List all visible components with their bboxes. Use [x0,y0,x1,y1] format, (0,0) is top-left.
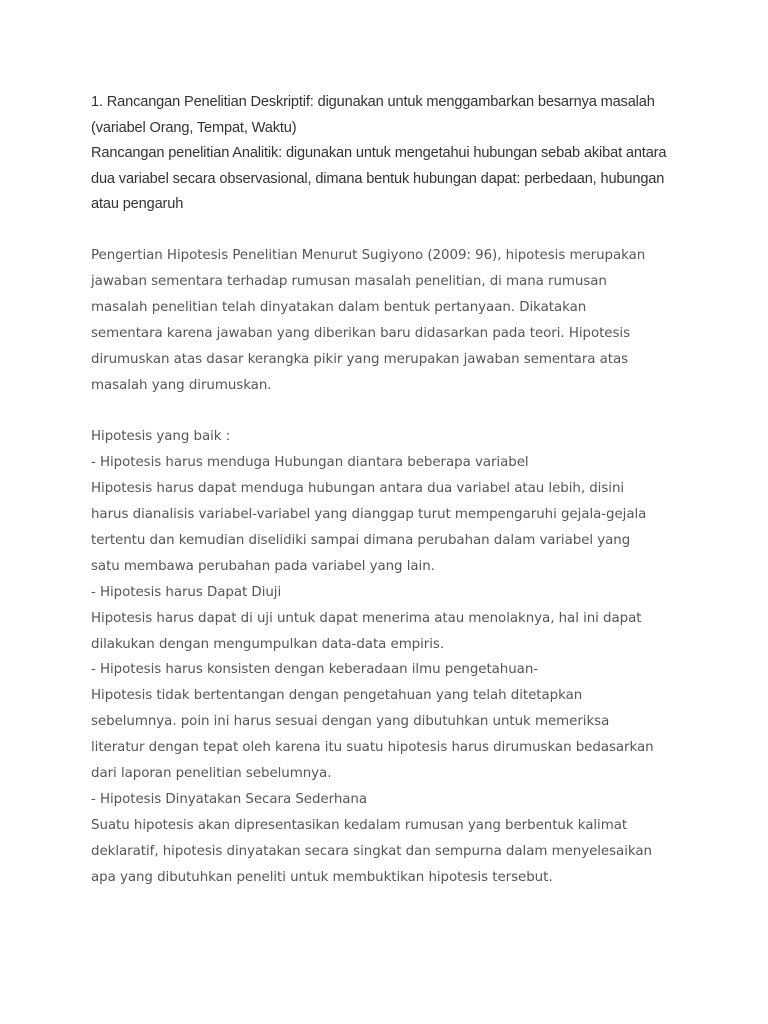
good-hypothesis-section [91,424,691,890]
text-line: jawaban sementara terhadap rumusan masalah penelitian, di mana rumusan [91,273,607,289]
text-line: (variabel Orang, Tempat, Waktu) [91,119,297,136]
text-line: deklaratif, hipotesis dinyatakan secara singkat dan sempurna dalam menyelesaikan [91,843,652,859]
text-line: dari laporan penelitian sebelumnya. [91,766,332,782]
text-line: masalah yang dirumuskan. [91,377,272,393]
bullet-line: - Hipotesis harus menduga Hubungan diantara beberapa variabel [91,455,529,471]
text-line: masalah penelitian telah dinyatakan dalam bentuk pertanyaan. Dikatakan [91,299,587,315]
text-line: Hipotesis harus dapat di uji untuk dapat menerima atau menolaknya, hal ini dapat [91,610,642,626]
text-line: Hipotesis tidak bertentangan dengan pengetahuan yang telah ditetapkan [91,688,583,704]
text-line: satu membawa perubahan pada variabel yang lain. [91,558,435,574]
text-line: literatur dengan tepat oleh karena itu suatu hipotesis harus dirumuskan bedasarkan [91,740,654,756]
text-line: Pengertian Hipotesis Penelitian Menurut Sugiyono (2009: 96), hipotesis merupakan [91,248,646,263]
paragraph-spacer [91,398,691,424]
text-line: sebelumnya. poin ini harus sesuai dengan yang dibutuhkan untuk memeriksa [91,714,610,730]
text-line: Suatu hipotesis akan dipresentasikan kedalam rumusan yang berbentuk kalimat [91,817,628,833]
text-line: apa yang dibutuhkan peneliti untuk membuktikan hipotesis tersebut. [91,869,553,885]
text-line: dirumuskan atas dasar kerangka pikir yang merupakan jawaban sementara atas [91,351,629,367]
bullet-line: - Hipotesis Dinyatakan Secara Sederhana [91,792,368,808]
hypothesis-body [91,243,691,891]
bullet-line: - Hipotesis harus Dapat Diuji [91,584,282,600]
hypothesis-definition-paragraph [91,243,691,398]
text-line: Hipotesis harus dapat menduga hubungan antara dua variabel atau lebih, disini [91,481,625,497]
text-line: tertentu dan kemudian diselidiki sampai dimana perubahan dalam variabel yang [91,532,631,548]
text-line: 1. Rancangan Penelitian Deskriptif: digunakan untuk menggambarkan besarnya masalah [91,94,655,110]
research-design-section [91,90,679,218]
text-line: dua variabel secara observasional, dimana bentuk hubungan dapat: perbedaan, hubungan [91,170,665,187]
text-line: harus dianalisis variabel-variabel yang dianggap turut mempengaruhi gejala-gejala [91,507,647,523]
text-line: Rancangan penelitian Analitik: digunakan untuk mengetahui hubungan sebab akibat antara [91,145,667,162]
text-line: dilakukan dengan mengumpulkan data-data empiris. [91,636,445,652]
text-line: sementara karena jawaban yang diberikan baru didasarkan pada teori. Hipotesis [91,325,631,341]
bullet-line: - Hipotesis harus konsisten dengan keberadaan ilmu pengetahuan- [91,662,539,678]
text-line: atau pengaruh [91,196,184,213]
section-heading: Hipotesis yang baik : [91,429,231,445]
